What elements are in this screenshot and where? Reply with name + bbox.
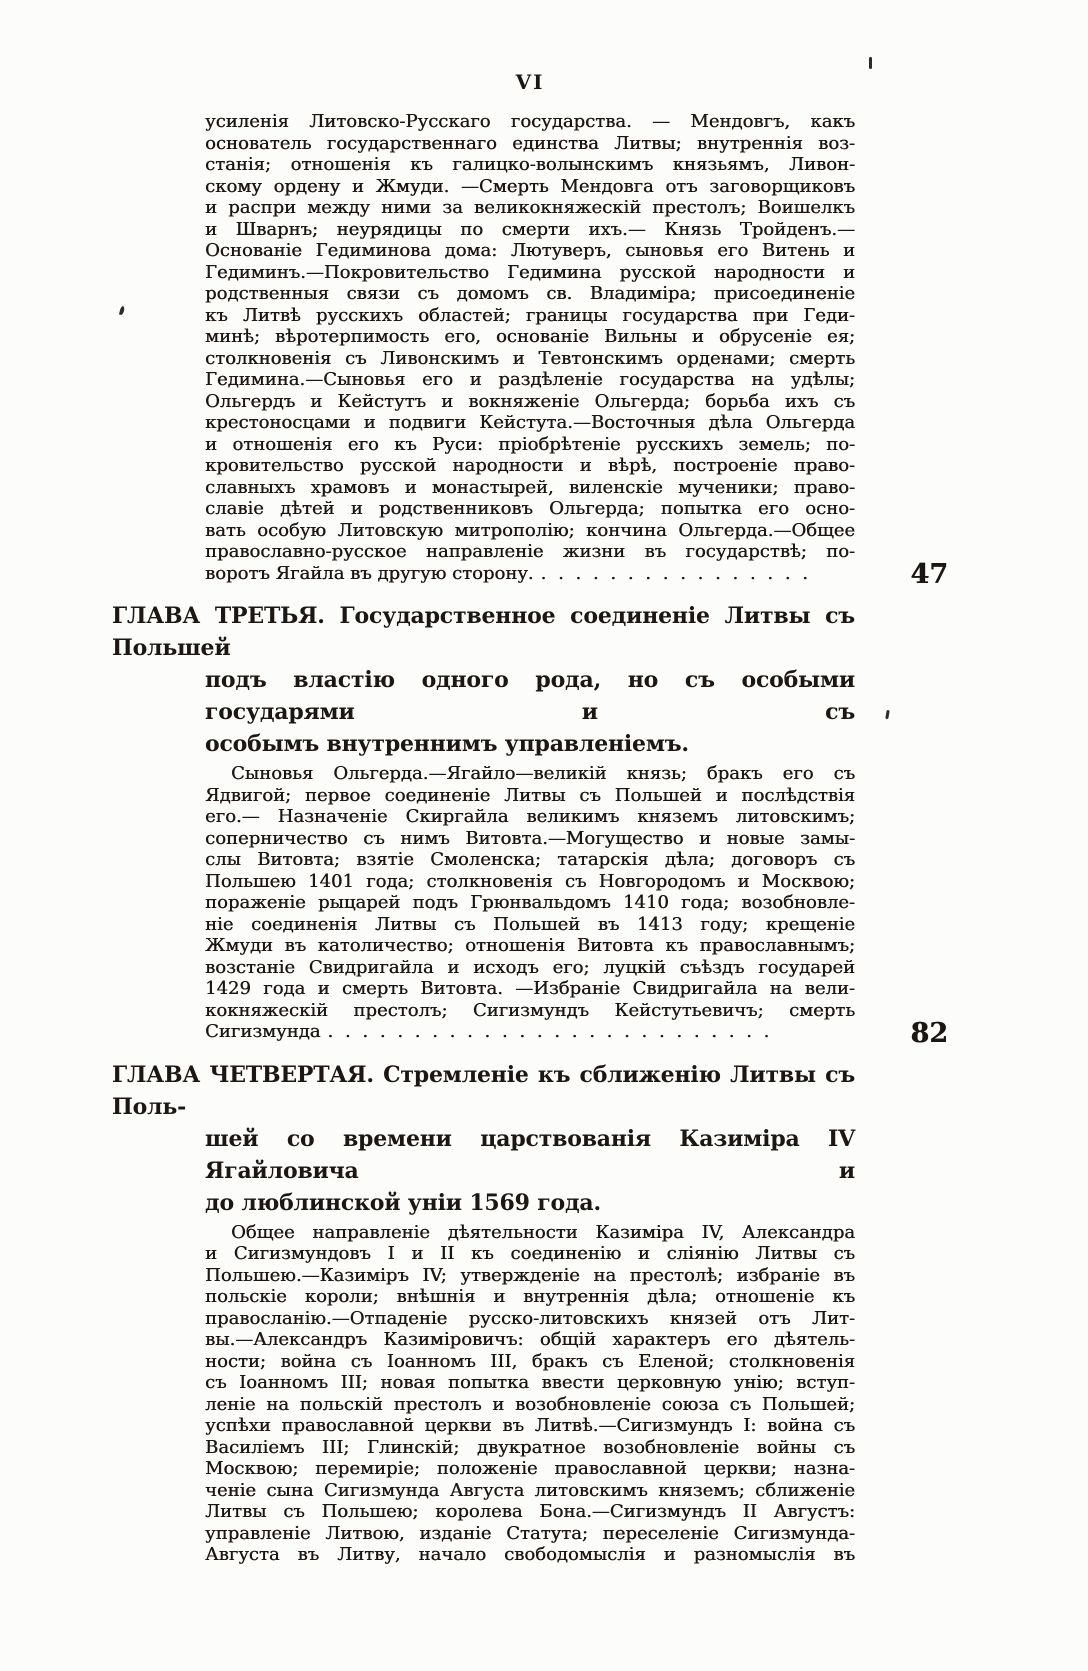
summary-line: Гедиминъ.—Покровительство Гедимина русской народности и xyxy=(205,261,855,283)
chapter-summary xyxy=(205,1222,855,1566)
summary-line: Августа въ Литву, начало свободомыслія и разномыслія въ xyxy=(205,1544,855,1565)
chapter-heading-line: шей со времени царствованія Казиміра IV Ягайловича и xyxy=(205,1125,855,1184)
summary-line: Общее направленіе дѣятельности Казиміра IV, Александра xyxy=(231,1221,855,1243)
summary-line: и распри между ними за великокняжескій престолъ; Воишелкъ xyxy=(205,197,855,218)
page-number-reference: 82 xyxy=(910,1017,948,1049)
leader-text: воротъ Ягайла въ другую сторону. xyxy=(205,562,534,584)
summary-line: и Сигизмундовъ I и II къ соединенію и сліянію Литвы съ xyxy=(205,1243,855,1264)
summary-line: его.— Назначеніе Скиргайла великимъ княземъ литовскимъ; xyxy=(205,806,855,827)
summary-line: минѣ; вѣротерпимость его, основаніе Вильны и обрусеніе ея; xyxy=(205,326,855,347)
leader-text: Сигизмунда xyxy=(205,1021,321,1042)
summary-line: успѣхи православной церкви въ Литвѣ.—Сигизмундъ I: война съ xyxy=(205,1415,855,1436)
chapter-heading-line: ГЛАВА ЧЕТВЕРТАЯ. Стремленіе къ сближенію Литвы съ Поль- xyxy=(112,1061,855,1120)
summary-line: и Шварнъ; неурядицы по смерти ихъ.— Князь Тройденъ.— xyxy=(205,218,855,240)
dot-leader: . . . . . . . . . . . . . . . . xyxy=(540,562,811,584)
page-folio-number: VI xyxy=(515,70,545,94)
summary-line: и отношенія его къ Руси: пріобрѣтеніе русскихъ земель; по- xyxy=(205,433,855,455)
summary-line: пораженіе рыцарей подъ Грюнвальдомъ 1410 года; возобновле- xyxy=(205,892,855,913)
summary-line: славныхъ храмовъ и монастырей, виленскіе мученики; право- xyxy=(205,476,855,498)
summary-line: правосланію.—Отпаденіе русско-литовскихъ князей отъ Лит- xyxy=(205,1307,855,1329)
summary-line: Сыновья Ольгерда.—Ягайло—великій князь; бракъ его съ xyxy=(231,763,855,784)
chapter-heading-line: подъ властію одного рода, но съ особыми государями и съ xyxy=(205,667,855,725)
summary-line: столкновенія съ Ливонскимъ и Тевтонскимъ орденами; смерть xyxy=(205,347,855,369)
summary-line: соперничество съ нимъ Витовта.—Могущество и новые замы- xyxy=(205,827,855,849)
dot-leader: . . . . . . . . . . . . . . . . . . . . . . . . . . xyxy=(327,1021,773,1042)
summary-line: леніе на польскій престолъ и возобновленіе союза съ Польшей; xyxy=(205,1393,855,1415)
page-number-reference: 47 xyxy=(910,559,948,590)
summary-line: ности; война съ Іоанномъ III, бракъ съ Еленой; столкновенія xyxy=(205,1350,855,1372)
summary-line: кровительство русской народности и вѣрѣ, построеніе право- xyxy=(205,455,855,476)
summary-line: славіе дѣтей и родственниковъ Ольгерда; попытка его осно- xyxy=(205,498,855,519)
summary-line: управленіе Литвою, изданіе Статута; переселеніе Сигизмунда- xyxy=(205,1522,855,1544)
chapter-heading-line: ГЛАВА ТРЕТЬЯ. Государственное соединеніе Литвы съ Польшей xyxy=(112,603,855,661)
summary-line: православно-русское направленіе жизни въ государствѣ; по- xyxy=(205,541,855,562)
toc-entry-chapter-4 xyxy=(112,1059,855,1566)
toc-entry-chapter-3 xyxy=(112,600,948,1049)
summary-line: Москвою; перемиріе; положеніе православной церкви; назна- xyxy=(205,1458,855,1479)
summary-line: Ольгердъ и Кейстутъ и вокняженіе Ольгерда; борьба ихъ съ xyxy=(205,390,855,412)
summary-line: Гедимина.—Сыновья его и раздѣленіе государства на удѣлы; xyxy=(205,369,855,390)
chapter-heading-line: особымъ внутреннимъ управленіемъ. xyxy=(205,731,689,757)
summary-line: вы.—Александръ Казиміровичъ: общій характеръ его дѣятель- xyxy=(205,1329,855,1350)
summary-line: скому ордену и Жмуди. —Смерть Мендовга отъ заговорщиковъ xyxy=(205,175,855,197)
summary-line: Основаніе Гедиминова дома: Лютуверъ, сыновья его Витень и xyxy=(205,240,855,261)
summary-line: Польшею.—Казиміръ IV; утвержденіе на престолѣ; избраніе въ xyxy=(205,1264,855,1286)
summary-line: основатель государственнаго единства Литвы; внутреннія воз- xyxy=(205,132,855,154)
chapter-summary xyxy=(205,111,855,584)
summary-line: съ Іоанномъ III; новая попытка ввести церковную унію; вступ- xyxy=(205,1372,855,1393)
summary-line: Ядвигой; первое соединеніе Литвы съ Польшей и послѣдствія xyxy=(205,784,855,806)
scan-artifact xyxy=(885,710,890,719)
summary-line: ніе соединенія Литвы съ Польшей въ 1413 году; крещеніе xyxy=(205,913,855,935)
chapter-heading-line: до люблинской уніи 1569 года. xyxy=(205,1189,601,1216)
toc-entry-chapter-2-continuation xyxy=(205,111,948,590)
summary-line: крестоносцами и подвиги Кейстута.—Восточныя дѣла Ольгерда xyxy=(205,412,855,433)
summary-line: къ Литвѣ русскихъ областей; границы государства при Геди- xyxy=(205,304,855,326)
summary-line: слы Витовта; взятіе Смоленска; татарскія дѣла; договоръ съ xyxy=(205,849,855,870)
chapter-summary xyxy=(205,763,855,1043)
toc-entries xyxy=(112,111,948,1566)
summary-line: родственныя связи съ домомъ св. Владиміра; присоединеніе xyxy=(205,283,855,304)
summary-line: станія; отношенія къ галицко-волынскимъ князьямъ, Ливон- xyxy=(205,154,855,175)
summary-line: Василіемъ III; Глинскій; двукратное возобновленіе войны съ xyxy=(205,1436,855,1458)
summary-line: кокняжескій престолъ; Сигизмундъ Кейстутьевичъ; смерть xyxy=(205,999,855,1021)
summary-line: Литвы съ Польшею; королева Бона.—Сигизмундъ II Августъ: xyxy=(205,1501,855,1522)
summary-line: ченіе сына Сигизмунда Августа литовскимъ княземъ; сближеніе xyxy=(205,1479,855,1501)
summary-line: Польшею 1401 года; столкновенія съ Новгородомъ и Москвою; xyxy=(205,870,855,892)
summary-line: вать особую Литовскую митрополію; кончина Ольгерда.—Общее xyxy=(205,519,855,541)
summary-line: Жмуди въ католичество; отношенія Витовта къ православнымъ; xyxy=(205,935,855,956)
leader-row xyxy=(205,563,855,585)
chapter-heading xyxy=(112,1059,855,1219)
summary-line: возстаніе Свидригайла и исходъ его; луцкій съѣздъ государей xyxy=(205,956,855,978)
chapter-heading xyxy=(112,600,855,760)
summary-line: польскіе короли; внѣшнія и внутреннія дѣла; отношеніе къ xyxy=(205,1286,855,1307)
scan-artifact xyxy=(119,306,125,316)
leader-row xyxy=(205,1021,855,1043)
summary-line: усиленія Литовско-Русскаго государства. — Мендовгъ, какъ xyxy=(205,111,855,132)
scan-artifact xyxy=(869,57,872,69)
summary-line: 1429 года и смерть Витовта. —Избраніе Свидригайла на вели- xyxy=(205,978,855,999)
